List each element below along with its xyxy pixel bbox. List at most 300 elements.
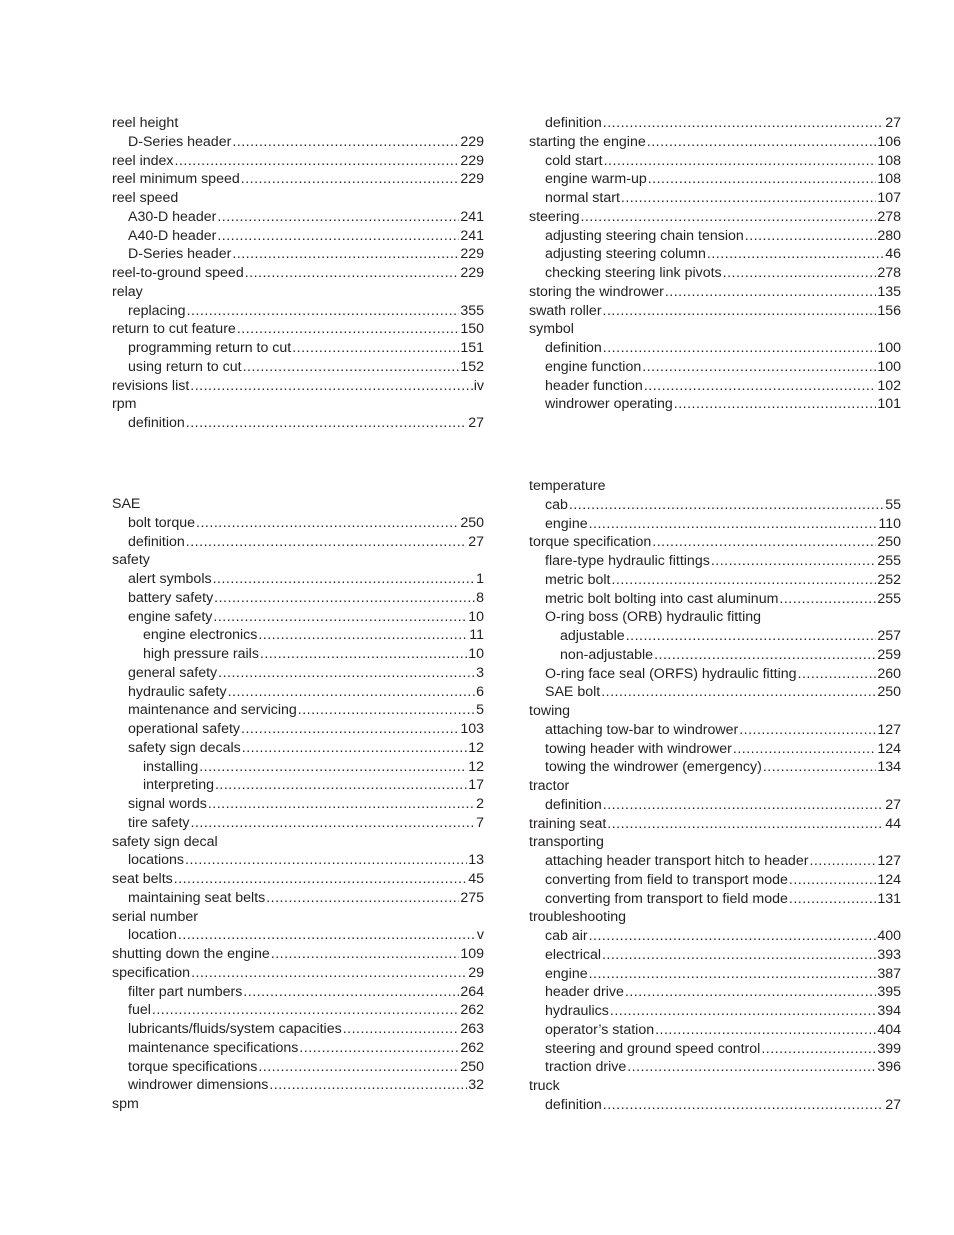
index-term: seat belts <box>112 871 173 887</box>
page-number[interactable]: 109 <box>460 946 484 962</box>
page-number[interactable]: 241 <box>460 227 484 244</box>
index-entry <box>112 1058 484 1077</box>
index-term: tractor <box>529 778 570 794</box>
dot-leader <box>589 515 878 534</box>
index-term: shutting down the engine <box>112 946 270 962</box>
index-entry <box>529 339 901 358</box>
dot-leader <box>580 208 876 227</box>
page-number[interactable]: 108 <box>877 152 901 169</box>
page-number[interactable]: 7 <box>476 814 484 831</box>
page-number[interactable]: 12 <box>468 739 484 756</box>
page-number[interactable]: 229 <box>460 246 484 263</box>
page-number[interactable]: 45 <box>468 871 484 887</box>
page-number[interactable]: 229 <box>460 133 484 150</box>
page-number[interactable]: 3 <box>476 664 484 681</box>
dot-leader <box>739 721 876 740</box>
dot-leader <box>232 133 459 152</box>
page-number[interactable]: 229 <box>460 152 484 169</box>
page-number[interactable]: 278 <box>877 265 901 281</box>
index-term: spm <box>112 1096 139 1112</box>
page-number[interactable]: 262 <box>460 1002 484 1019</box>
page-number[interactable]: 17 <box>468 777 484 794</box>
page-number[interactable]: 44 <box>885 815 901 832</box>
index-entry <box>112 701 484 720</box>
index-entry <box>112 683 484 702</box>
index-term: rpm <box>112 396 137 413</box>
page-number[interactable]: 394 <box>877 1003 901 1019</box>
dot-leader <box>186 414 467 433</box>
index-term: definition <box>545 115 602 131</box>
page-number[interactable]: 275 <box>460 889 484 906</box>
dot-leader <box>779 590 876 609</box>
page-number[interactable]: 1 <box>476 571 484 587</box>
page-number[interactable]: 150 <box>460 321 484 338</box>
index-heading <box>529 608 901 627</box>
index-term: engine function <box>545 358 642 375</box>
dot-leader <box>258 626 468 645</box>
index-term: using return to cut <box>128 358 242 375</box>
index-term: A30-D header <box>128 208 217 225</box>
index-term: converting from field to transport mode <box>545 871 788 888</box>
index-term: maintaining seat belts <box>128 889 266 906</box>
index-entry <box>112 339 484 358</box>
index-term: training seat <box>529 815 607 832</box>
dot-leader <box>648 170 877 189</box>
page-number[interactable]: 278 <box>877 208 901 225</box>
dot-leader <box>217 227 459 246</box>
index-entry <box>529 590 901 609</box>
index-entry <box>529 758 901 777</box>
dot-leader <box>607 815 884 834</box>
index-term: definition <box>545 1096 602 1113</box>
index-term: SAE bolt <box>545 684 601 701</box>
page-number[interactable]: 27 <box>885 115 901 131</box>
page-number[interactable]: 46 <box>885 246 901 263</box>
index-entry <box>529 927 901 946</box>
index-heading <box>529 702 901 721</box>
dot-leader <box>655 1021 876 1040</box>
index-entry <box>529 740 901 759</box>
index-term: steering <box>529 208 580 225</box>
index-entry <box>529 395 901 414</box>
dot-leader <box>271 945 460 964</box>
page-number[interactable]: 27 <box>468 533 484 550</box>
index-entry <box>112 945 484 964</box>
dot-leader <box>217 208 459 227</box>
dot-leader <box>626 627 877 646</box>
index-entry <box>529 114 901 133</box>
page-number[interactable]: 134 <box>877 759 901 776</box>
page-number[interactable]: 27 <box>468 415 484 431</box>
page-number[interactable]: 241 <box>460 208 484 225</box>
index-term: reel-to-ground speed <box>112 265 244 281</box>
page-number[interactable]: 100 <box>877 358 901 375</box>
index-term: non-adjustable <box>560 646 654 663</box>
page-number[interactable]: 355 <box>460 302 484 319</box>
index-entry <box>529 264 901 283</box>
page-number[interactable]: 124 <box>877 740 901 757</box>
dot-leader <box>644 377 877 396</box>
dot-leader <box>215 776 467 795</box>
index-term: windrower operating <box>545 396 673 413</box>
page-number[interactable]: 10 <box>468 608 484 625</box>
index-entry <box>112 302 484 321</box>
index-entry <box>112 1039 484 1058</box>
dot-leader <box>603 1096 884 1115</box>
index-entry <box>112 414 484 433</box>
index-entry <box>112 1001 484 1020</box>
index-entry <box>112 570 484 589</box>
page-number[interactable]: 2 <box>476 796 484 812</box>
index-term: relay <box>112 283 143 300</box>
page-number[interactable]: 12 <box>468 758 484 775</box>
dot-leader <box>185 851 467 870</box>
dot-leader <box>789 871 876 890</box>
page-number[interactable]: 101 <box>877 396 901 413</box>
dot-leader <box>232 245 459 264</box>
index-entry <box>529 983 901 1002</box>
index-entry <box>112 983 484 1002</box>
index-entry <box>529 245 901 264</box>
index-entry <box>529 815 901 834</box>
page-number[interactable]: 396 <box>877 1059 901 1076</box>
index-entry <box>112 776 484 795</box>
dot-leader <box>809 852 876 871</box>
index-heading <box>112 395 484 414</box>
index-entry <box>529 189 901 208</box>
page-number[interactable]: 257 <box>877 628 901 644</box>
index-term: adjusting steering column <box>545 246 706 263</box>
dot-leader <box>196 514 459 533</box>
dot-leader <box>654 646 876 665</box>
dot-leader <box>299 1039 459 1058</box>
index-entry <box>112 514 484 533</box>
index-term: lubricants/fluids/system capacities <box>128 1021 342 1037</box>
index-term: signal words <box>128 796 207 812</box>
dot-leader <box>745 227 877 246</box>
dot-leader <box>603 339 877 358</box>
index-entry <box>112 358 484 377</box>
page-number[interactable]: 103 <box>460 721 484 737</box>
index-term: temperature <box>529 478 606 494</box>
index-term: operator’s station <box>545 1021 655 1038</box>
page-number[interactable]: 8 <box>476 589 484 606</box>
index-term: revisions list <box>112 377 190 394</box>
dot-leader <box>292 339 459 358</box>
index-entry <box>112 814 484 833</box>
page-number[interactable]: 106 <box>877 133 901 150</box>
index-entry <box>529 965 901 984</box>
index-entry <box>112 208 484 227</box>
index-term: torque specification <box>529 534 652 551</box>
index-entry <box>529 208 901 227</box>
index-term: SAE <box>112 496 141 512</box>
dot-leader <box>175 152 460 171</box>
dot-leader <box>589 927 877 946</box>
index-term: engine <box>545 965 588 982</box>
dot-leader <box>723 264 877 283</box>
dot-leader <box>243 983 459 1002</box>
page-number[interactable]: 32 <box>468 1077 484 1094</box>
page-number[interactable]: 393 <box>877 946 901 963</box>
page-number[interactable]: 255 <box>877 590 901 607</box>
index-heading <box>112 833 484 852</box>
page-number[interactable]: 395 <box>877 984 901 1001</box>
page-number[interactable]: 263 <box>460 1021 484 1037</box>
index-entry <box>529 890 901 909</box>
index-term: hydraulic safety <box>128 683 227 700</box>
index-entry <box>529 283 901 302</box>
index-entry <box>529 1021 901 1040</box>
page-number[interactable]: 135 <box>877 283 901 300</box>
dot-leader <box>621 189 876 208</box>
page-number[interactable]: 152 <box>460 358 484 375</box>
page-number[interactable]: 250 <box>460 1058 484 1075</box>
index-term: A40-D header <box>128 227 217 244</box>
index-term: metric bolt <box>545 571 611 588</box>
index-entry <box>529 1058 901 1077</box>
page-number[interactable]: 250 <box>877 684 901 701</box>
index-entry <box>112 626 484 645</box>
page-number[interactable]: 55 <box>885 496 901 513</box>
dot-leader <box>190 377 472 396</box>
index-column-right-top <box>529 114 901 414</box>
index-heading <box>529 477 901 496</box>
page-number[interactable]: 6 <box>476 683 484 700</box>
dot-leader <box>266 889 459 908</box>
page-number[interactable]: 151 <box>460 340 484 356</box>
index-entry <box>112 245 484 264</box>
index-term: fuel <box>128 1002 151 1019</box>
dot-leader <box>241 170 460 189</box>
index-entry <box>112 739 484 758</box>
index-entry <box>112 664 484 683</box>
index-term: adjusting steering chain tension <box>545 227 744 244</box>
dot-leader <box>228 683 476 702</box>
page-number[interactable]: 399 <box>877 1040 901 1057</box>
page-number[interactable]: 400 <box>877 928 901 944</box>
index-heading <box>112 189 484 208</box>
index-entry <box>529 646 901 665</box>
index-term: O-ring boss (ORB) hydraulic fitting <box>545 609 762 626</box>
page-number[interactable]: 229 <box>460 171 484 188</box>
index-term: header function <box>545 377 643 394</box>
page-number[interactable]: iv <box>473 377 484 394</box>
dot-leader <box>152 1001 459 1020</box>
index-term: starting the engine <box>529 133 646 150</box>
page-number[interactable]: 280 <box>877 227 901 244</box>
index-term: replacing <box>128 302 186 319</box>
index-term: definition <box>545 340 602 356</box>
page-number[interactable]: 108 <box>877 171 901 188</box>
dot-leader <box>208 795 475 814</box>
index-term: locations <box>128 852 184 869</box>
index-entry <box>529 871 901 890</box>
dot-leader <box>652 533 876 552</box>
index-entry <box>112 377 484 396</box>
index-entry <box>529 946 901 965</box>
dot-leader <box>218 664 475 683</box>
index-entry <box>112 1076 484 1095</box>
dot-leader <box>627 1058 876 1077</box>
index-entry <box>112 645 484 664</box>
index-heading <box>529 1077 901 1096</box>
dot-leader <box>665 283 876 302</box>
dot-leader <box>707 245 884 264</box>
index-entry <box>112 608 484 627</box>
index-term: engine electronics <box>143 627 258 644</box>
index-term: safety sign decal <box>112 833 218 850</box>
dot-leader <box>298 701 475 720</box>
page-number[interactable]: 250 <box>877 534 901 551</box>
index-term: specification <box>112 964 191 981</box>
page-number[interactable]: 10 <box>468 646 484 662</box>
index-entry <box>529 377 901 396</box>
index-term: cold start <box>545 152 603 169</box>
page-number[interactable]: 255 <box>877 553 901 569</box>
page-number[interactable]: 252 <box>877 571 901 588</box>
index-entry <box>112 320 484 339</box>
page-number[interactable]: 11 <box>469 627 484 644</box>
index-entry <box>529 152 901 171</box>
index-term: return to cut feature <box>112 321 236 338</box>
page-number[interactable]: 29 <box>468 964 484 981</box>
index-term: reel speed <box>112 190 179 206</box>
dot-leader <box>589 965 877 984</box>
index-heading <box>112 551 484 570</box>
dot-leader <box>214 589 475 608</box>
index-term: bolt torque <box>128 514 196 531</box>
index-term: location <box>128 927 177 944</box>
index-term: storing the windrower <box>529 283 664 300</box>
page-number[interactable]: 387 <box>877 965 901 982</box>
index-term: header drive <box>545 984 624 1001</box>
index-heading <box>112 114 484 133</box>
index-entry <box>529 533 901 552</box>
index-term: D-Series header <box>128 133 232 150</box>
index-entry <box>529 552 901 571</box>
index-column-left-bottom <box>112 495 484 1114</box>
page-number[interactable]: 131 <box>877 890 901 907</box>
index-entry <box>112 851 484 870</box>
page-number[interactable]: 259 <box>877 646 901 663</box>
index-term: adjustable <box>560 628 625 644</box>
index-term: maintenance and servicing <box>128 702 297 719</box>
page-number[interactable]: 156 <box>877 302 901 319</box>
index-term: definition <box>545 796 602 813</box>
dot-leader <box>610 1002 876 1021</box>
dot-leader <box>603 302 877 321</box>
index-term: troubleshooting <box>529 909 627 926</box>
index-term: programming return to cut <box>128 340 292 356</box>
index-term: tire safety <box>128 814 190 831</box>
index-term: safety <box>112 552 150 569</box>
index-term: installing <box>143 758 199 775</box>
page-number[interactable]: 264 <box>460 983 484 1000</box>
index-entry <box>112 870 484 889</box>
dot-leader <box>260 645 467 664</box>
index-term: traction drive <box>545 1059 627 1076</box>
index-term: towing the windrower (emergency) <box>545 759 762 776</box>
index-entry <box>112 133 484 152</box>
index-term: electrical <box>545 946 601 963</box>
index-column-right-bottom <box>529 477 901 1115</box>
index-entry <box>112 889 484 908</box>
index-entry <box>112 170 484 189</box>
index-entry <box>112 964 484 983</box>
dot-leader <box>237 320 460 339</box>
index-entry <box>112 264 484 283</box>
index-term: engine safety <box>128 608 213 625</box>
page-number[interactable]: 100 <box>877 340 901 356</box>
page-number[interactable]: 127 <box>877 721 901 738</box>
dot-leader <box>647 133 877 152</box>
index-heading <box>112 495 484 514</box>
page-number[interactable]: v <box>476 927 484 944</box>
index-term: torque specifications <box>128 1058 258 1075</box>
index-term: interpreting <box>143 777 214 794</box>
dot-leader <box>178 926 476 945</box>
page-number[interactable]: 110 <box>878 515 901 532</box>
page-number[interactable]: 107 <box>877 190 901 206</box>
dot-leader <box>245 264 460 283</box>
page-number[interactable]: 127 <box>877 853 901 869</box>
page-number[interactable]: 27 <box>885 796 901 813</box>
index-entry <box>529 515 901 534</box>
index-term: engine warm-up <box>545 171 647 188</box>
index-term: windrower dimensions <box>128 1077 269 1094</box>
dot-leader <box>603 796 884 815</box>
dot-leader <box>241 720 459 739</box>
page-number[interactable]: 262 <box>460 1039 484 1056</box>
index-heading <box>112 908 484 927</box>
page-number[interactable]: 260 <box>877 665 901 682</box>
page-number[interactable]: 27 <box>885 1096 901 1113</box>
index-heading <box>112 283 484 302</box>
index-term: O-ring face seal (ORFS) hydraulic fitting <box>545 665 797 682</box>
page-number[interactable]: 229 <box>460 265 484 281</box>
dot-leader <box>242 739 467 758</box>
index-entry <box>112 152 484 171</box>
index-entry <box>529 358 901 377</box>
page-number[interactable]: 5 <box>476 702 484 719</box>
dot-leader <box>243 358 460 377</box>
index-heading <box>529 833 901 852</box>
index-term: symbol <box>529 321 574 338</box>
index-term: safety sign decals <box>128 739 241 756</box>
page-number[interactable]: 124 <box>877 871 901 888</box>
dot-leader <box>343 1020 460 1039</box>
index-entry <box>529 1040 901 1059</box>
dot-leader <box>569 496 884 515</box>
dot-leader <box>625 983 876 1002</box>
index-entry <box>112 227 484 246</box>
page-number[interactable]: 250 <box>460 514 484 531</box>
index-entry <box>112 1020 484 1039</box>
dot-leader <box>191 814 476 833</box>
index-entry <box>529 1096 901 1115</box>
page-number[interactable]: 404 <box>877 1021 901 1038</box>
index-entry <box>529 170 901 189</box>
index-heading <box>529 777 901 796</box>
index-heading <box>112 1095 484 1114</box>
page-number[interactable]: 13 <box>468 852 484 869</box>
index-term: definition <box>128 533 185 550</box>
index-entry <box>112 533 484 552</box>
index-entry <box>529 627 901 646</box>
index-entry <box>529 1002 901 1021</box>
page-number[interactable]: 102 <box>877 377 901 394</box>
